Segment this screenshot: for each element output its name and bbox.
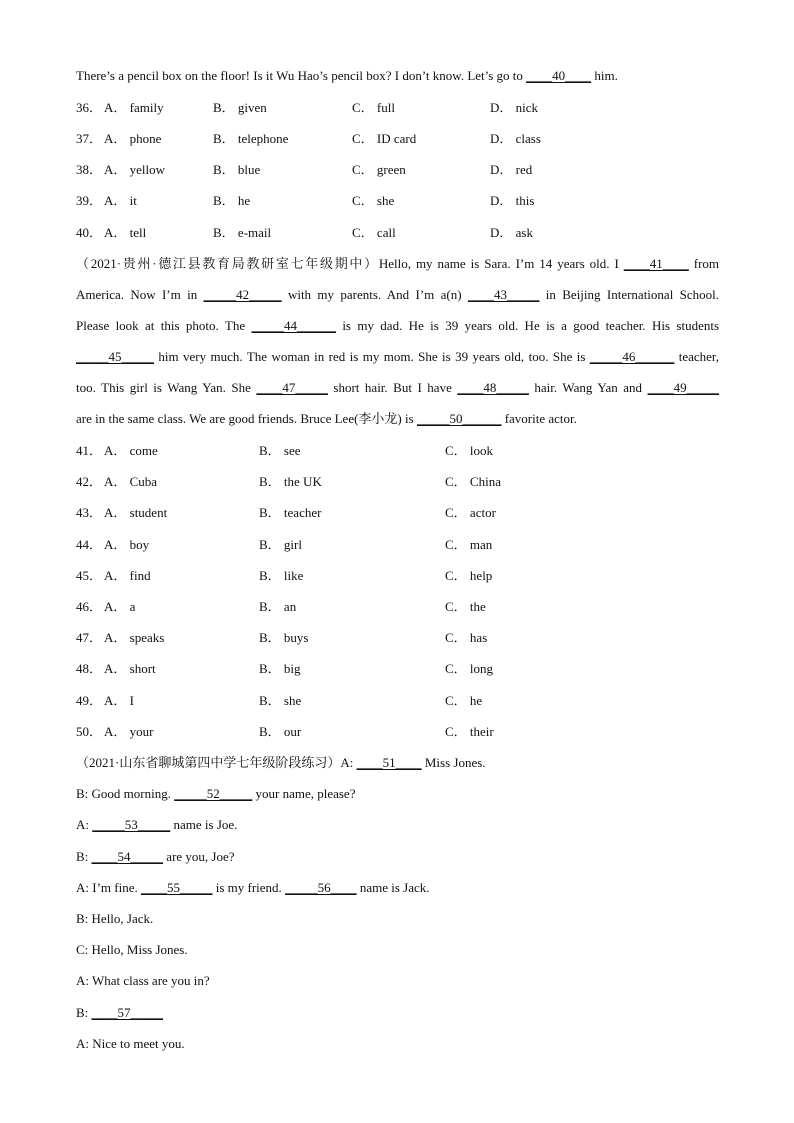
- option-c: C． man: [445, 537, 493, 552]
- blank-55: ____55_____: [140, 880, 213, 895]
- option-a: A． find: [104, 568, 151, 583]
- option-a: A． yellow: [104, 162, 166, 177]
- option-b: B． given: [213, 100, 267, 115]
- dialog-text: is my friend.: [215, 880, 282, 895]
- passage2-text: from: [693, 256, 720, 271]
- passage2-text: America. Now I’m in: [76, 287, 198, 302]
- question-row: [76, 131, 736, 147]
- question-number: 48．: [76, 661, 103, 676]
- option-b: B． an: [259, 599, 297, 614]
- dialog-text: your name, please?: [255, 786, 356, 801]
- dialog-line: A: What class are you in?: [76, 973, 210, 988]
- option-b: B． e-mail: [213, 225, 272, 240]
- question-row: [76, 162, 736, 178]
- dialog-line: [76, 1005, 163, 1021]
- question-number: 47．: [76, 630, 103, 645]
- option-c: C． he: [445, 693, 483, 708]
- question-row: [76, 693, 736, 709]
- question-number: 50．: [76, 724, 103, 739]
- question-row: [76, 443, 736, 459]
- passage2-text: is my dad. He is 39 years old. He is a good teacher. His students: [342, 318, 720, 333]
- question-number: 40．: [76, 225, 103, 240]
- passage1-text: There’s a pencil box on the floor! Is it Wu Hao’s pencil box? I don’t know. Let’s go to: [76, 68, 523, 83]
- option-c: C． call: [352, 225, 396, 240]
- option-a: A． phone: [104, 131, 162, 146]
- passage2-text: short hair. But I have: [333, 380, 452, 395]
- question-number: 37．: [76, 131, 103, 146]
- blank-51: ____51____: [356, 755, 422, 770]
- dialog-text: B:: [76, 849, 89, 864]
- blank-57: ____57_____: [91, 1005, 164, 1020]
- option-a: A． tell: [104, 225, 147, 240]
- dialog-text: are you, Joe?: [166, 849, 235, 864]
- passage2-line-2: [76, 287, 719, 303]
- option-b: B． the UK: [259, 474, 322, 489]
- blank-47: ____47_____: [256, 380, 328, 395]
- question-row: [76, 537, 736, 553]
- question-row: [76, 100, 736, 116]
- option-c: C． has: [445, 630, 488, 645]
- passage2-line-3: [76, 318, 719, 334]
- question-row: [76, 724, 736, 740]
- option-b: B． see: [259, 443, 301, 458]
- dialog-line: A: Nice to meet you.: [76, 1036, 185, 1051]
- option-c: C． help: [445, 568, 493, 583]
- option-a: A． come: [104, 443, 158, 458]
- dialog-text: B: Good morning.: [76, 786, 171, 801]
- option-b: B． teacher: [259, 505, 322, 520]
- passage1-text-end: him.: [594, 68, 618, 83]
- question-row: [76, 193, 736, 209]
- blank-43: ____43_____: [467, 287, 540, 302]
- option-b: B． she: [259, 693, 302, 708]
- passage2-text: him very much. The woman in red is my mom. She is 39 years old, too. She is: [158, 349, 586, 364]
- option-d: D． red: [490, 162, 533, 177]
- question-row: [76, 505, 736, 521]
- passage2-text: hair. Wang Yan and: [534, 380, 643, 395]
- option-d: D． class: [490, 131, 541, 146]
- option-a: A． Cuba: [104, 474, 158, 489]
- passage2-line-1: [76, 256, 719, 272]
- dialog-line: [76, 849, 235, 865]
- dialog-line: [76, 786, 355, 802]
- option-c: C． ID card: [352, 131, 417, 146]
- option-a: A． a: [104, 599, 136, 614]
- question-number: 46．: [76, 599, 103, 614]
- option-c: C． she: [352, 193, 395, 208]
- option-b: B． big: [259, 661, 301, 676]
- passage2-text: in Beijing International School.: [545, 287, 720, 302]
- option-d: D． nick: [490, 100, 539, 115]
- option-d: D． this: [490, 193, 535, 208]
- dialog-line: [76, 755, 486, 771]
- dialog-text: Miss Jones.: [424, 755, 486, 770]
- question-row: [76, 630, 736, 646]
- option-b: B． girl: [259, 537, 302, 552]
- passage2-line-6: [76, 411, 577, 427]
- dialog-text: A:: [76, 817, 89, 832]
- dialog-line: [76, 880, 429, 896]
- question-number: 43．: [76, 505, 103, 520]
- blank-52: _____52_____: [174, 786, 253, 801]
- option-a: A． student: [104, 505, 168, 520]
- option-c: C． their: [445, 724, 494, 739]
- option-c: C． actor: [445, 505, 496, 520]
- dialog-line: B: Hello, Jack.: [76, 911, 154, 926]
- blank-48: ____48_____: [457, 380, 529, 395]
- passage2-line-5: [76, 380, 719, 396]
- passage2-text: with my parents. And I’m a(n): [287, 287, 462, 302]
- question-number: 39．: [76, 193, 103, 208]
- option-c: C． long: [445, 661, 494, 676]
- dialog-line: [76, 817, 237, 833]
- option-a: A． boy: [104, 537, 150, 552]
- passage2-text: （2021·贵州·德江县教育局教研室七年级期中）Hello, my name is Sara. I’m 14 years old. I: [76, 256, 619, 271]
- option-b: B． buys: [259, 630, 309, 645]
- dialog-line: C: Hello, Miss Jones.: [76, 942, 188, 957]
- blank-49: ____49_____: [647, 380, 720, 395]
- option-b: B． telephone: [213, 131, 289, 146]
- dialog-text: name is Joe.: [173, 817, 238, 832]
- question-number: 38．: [76, 162, 103, 177]
- option-a: A． your: [104, 724, 154, 739]
- option-b: B． like: [259, 568, 304, 583]
- option-a: A． it: [104, 193, 137, 208]
- blank-44: _____44______: [251, 318, 336, 333]
- option-c: C． full: [352, 100, 395, 115]
- question-number: 41．: [76, 443, 103, 458]
- question-number: 42．: [76, 474, 103, 489]
- dialog-text: A: I’m fine.: [76, 880, 138, 895]
- option-c: C． green: [352, 162, 406, 177]
- option-c: C． China: [445, 474, 501, 489]
- passage2-text: are in the same class. We are good friends. Bruce Lee(李小龙) is: [76, 411, 414, 426]
- option-c: C． look: [445, 443, 494, 458]
- question-number: 36．: [76, 100, 103, 115]
- question-number: 49．: [76, 693, 103, 708]
- dialog-text: （2021·山东省聊城第四中学七年级阶段练习）A:: [76, 755, 354, 770]
- option-a: A． short: [104, 661, 156, 676]
- option-c: C． the: [445, 599, 486, 614]
- question-row: [76, 599, 736, 615]
- blank-56: _____56____: [285, 880, 357, 895]
- passage2-text: Please look at this photo. The: [76, 318, 246, 333]
- option-a: A． I: [104, 693, 134, 708]
- question-row: [76, 225, 736, 241]
- passage2-line-4: [76, 349, 719, 365]
- passage2-text: too. This girl is Wang Yan. She: [76, 380, 251, 395]
- blank-41: ____41____: [623, 256, 689, 271]
- dialog-text: name is Jack.: [359, 880, 430, 895]
- question-number: 45．: [76, 568, 103, 583]
- blank-45: _____45_____: [76, 349, 154, 364]
- option-a: A． family: [104, 100, 164, 115]
- passage1-last-line: [76, 68, 618, 84]
- option-d: D． ask: [490, 225, 533, 240]
- dialog-text: B:: [76, 1005, 89, 1020]
- question-row: [76, 474, 736, 490]
- option-b: B． he: [213, 193, 251, 208]
- blank-50: _____50______: [416, 411, 502, 426]
- blank-42: _____42_____: [203, 287, 282, 302]
- option-a: A． speaks: [104, 630, 165, 645]
- question-number: 44．: [76, 537, 103, 552]
- blank-53: _____53_____: [92, 817, 171, 832]
- blank-54: ____54_____: [91, 849, 164, 864]
- question-row: [76, 568, 736, 584]
- blank-46: _____46______: [589, 349, 675, 364]
- question-row: [76, 661, 736, 677]
- option-b: B． our: [259, 724, 302, 739]
- passage2-text: favorite actor.: [504, 411, 577, 426]
- blank-40: ____40____: [526, 68, 592, 83]
- passage2-text: teacher,: [678, 349, 719, 364]
- option-b: B． blue: [213, 162, 261, 177]
